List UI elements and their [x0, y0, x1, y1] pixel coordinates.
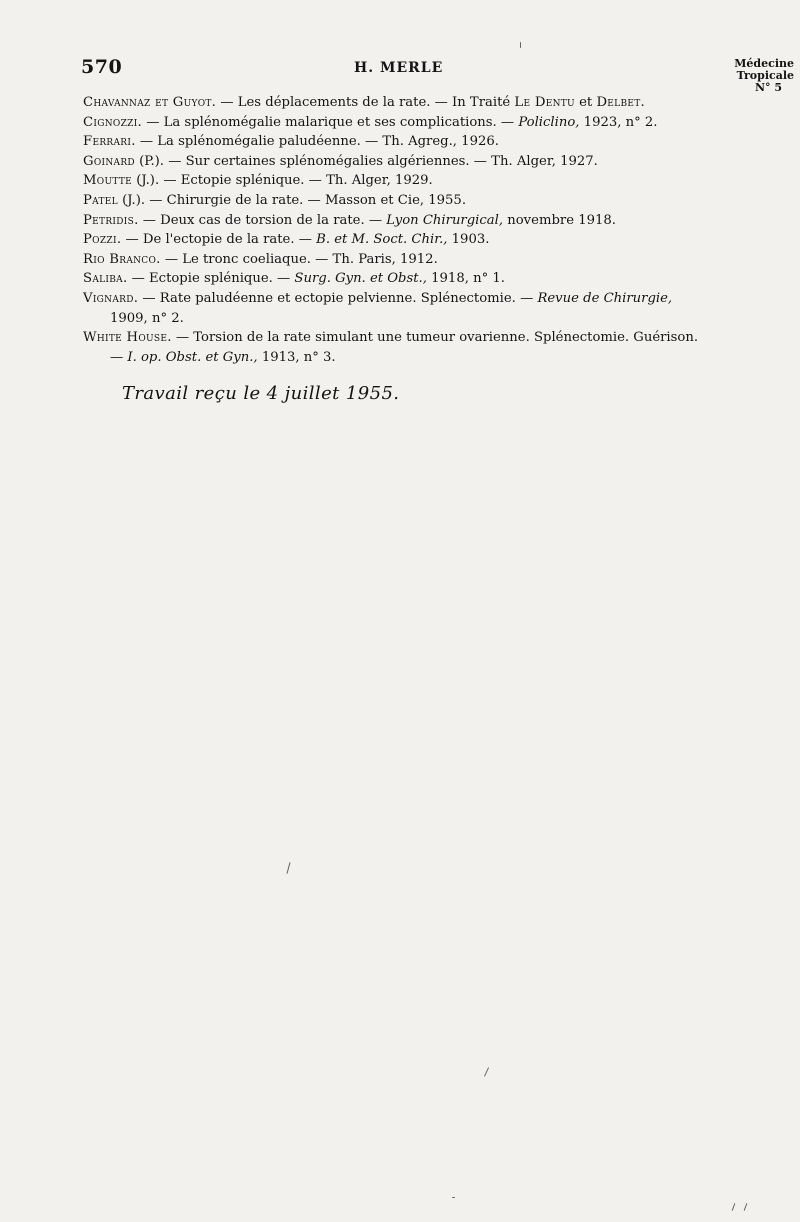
running-head: H. MERLE	[354, 60, 444, 76]
entry-text: — Le tronc coeliaque. — Th. Paris, 1912.	[160, 251, 438, 267]
entry-text: — La splénomégalie malarique et ses complications. —	[142, 114, 519, 130]
entry-journal: Revue de Chirurgie,	[537, 290, 673, 306]
entry-journal: B. et M. Soct. Chir.,	[316, 232, 448, 248]
bibliography-list	[83, 93, 713, 367]
entry-text: — De l'ectopie de la rate. —	[121, 232, 317, 248]
bibliography-entry	[83, 328, 713, 367]
entry-tail: 1913, n° 3.	[257, 349, 336, 365]
entry-tail: 1903.	[447, 232, 490, 248]
bibliography-entry	[83, 230, 713, 250]
entry-text: — Ectopie splénique. —	[127, 271, 295, 287]
entry-author: Cignozzi.	[83, 114, 143, 130]
entry-journal: Surg. Gyn. et Obst.,	[294, 271, 427, 287]
bibliography-entry	[83, 93, 713, 113]
bibliography-entry	[83, 191, 713, 211]
entry-journal: I. op. Obst. et Gyn.,	[127, 349, 258, 365]
entry-author: Patel	[83, 192, 118, 208]
bibliography-entry	[83, 152, 713, 172]
entry-journal: Policlino,	[518, 114, 580, 130]
journal-mark-line: Tropicale	[736, 69, 794, 82]
entry-text: et	[574, 95, 597, 110]
entry-author: Rio Branco.	[83, 251, 161, 267]
bibliography-entry	[83, 132, 713, 152]
entry-author: Petridis.	[83, 212, 139, 228]
entry-tail: 1909, n° 2.	[110, 310, 184, 326]
bibliography-entry	[83, 269, 713, 289]
bibliography-entry	[83, 113, 713, 133]
bibliography-entry	[83, 289, 713, 328]
entry-author: Delbet.	[596, 95, 646, 110]
bibliography-entry	[83, 250, 713, 270]
entry-text: — Deux cas de torsion de la rate. —	[138, 212, 387, 228]
journal-mark	[734, 58, 794, 94]
entry-text: (J.). — Ectopie splénique. — Th. Alger, 1929.	[132, 173, 433, 189]
entry-text: — Rate paludéenne et ectopie pelvienne. Splénectomie. —	[138, 290, 538, 306]
entry-tail: 1923, n° 2.	[579, 114, 658, 130]
entry-author: Vignard.	[83, 290, 139, 306]
entry-author: Moutte	[83, 173, 133, 189]
bibliography-entry	[83, 211, 713, 231]
scan-speck	[744, 1203, 748, 1211]
journal-mark-line: Médecine	[734, 57, 794, 70]
entry-author: Chavannaz et Guyot.	[83, 95, 217, 110]
entry-tail: novembre 1918.	[503, 212, 616, 228]
entry-text: (J.). — Chirurgie de la rate. — Masson et Cie, 1955.	[117, 192, 467, 208]
entry-author: Goinard	[83, 153, 135, 169]
scan-speck	[520, 42, 521, 48]
received-note: Travail reçu le 4 juillet 1955.	[122, 383, 400, 404]
scan-speck	[452, 1197, 455, 1198]
entry-author: Le Dentu	[514, 95, 575, 110]
entry-text: — Les déplacements de la rate. — In Traité	[216, 95, 515, 110]
bibliography-entry	[83, 171, 713, 191]
scan-speck	[286, 862, 290, 874]
page-number: 570	[81, 56, 123, 78]
journal-mark-issue: N° 5	[754, 81, 782, 94]
entry-text: — Torsion de la rate simulant une tumeur ovarienne. Splénectomie. Guérison. —	[110, 330, 699, 365]
entry-author: Ferrari.	[83, 134, 136, 150]
entry-journal: Lyon Chirurgical,	[386, 212, 504, 228]
scan-speck	[732, 1203, 736, 1211]
entry-text: (P.). — Sur certaines splénomégalies algériennes. — Th. Alger, 1927.	[134, 153, 598, 169]
entry-author: White House.	[83, 330, 172, 346]
entry-tail: 1918, n° 1.	[426, 271, 505, 287]
entry-author: Pozzi.	[83, 232, 122, 248]
entry-text: — La splénomégalie paludéenne. — Th. Agreg., 1926.	[135, 134, 499, 150]
scan-speck	[484, 1067, 489, 1076]
entry-author: Saliba.	[83, 271, 128, 287]
